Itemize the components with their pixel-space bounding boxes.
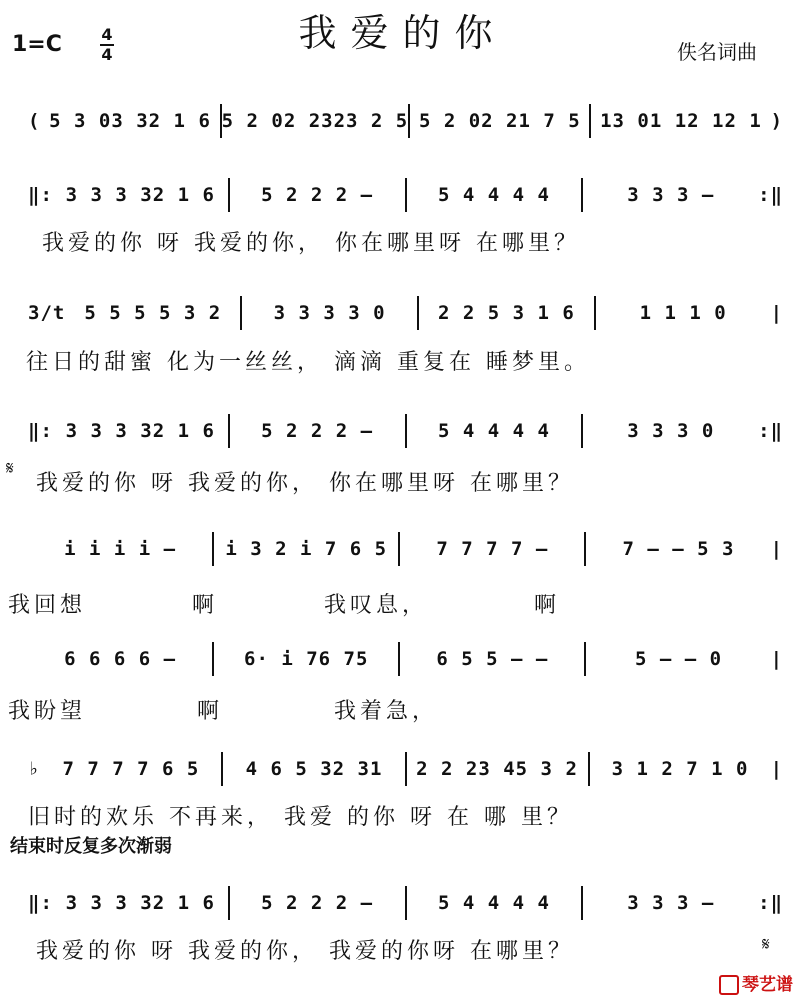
row-suffix: ) bbox=[770, 110, 784, 132]
measure: 7 — — 5 3 bbox=[622, 538, 735, 560]
row-suffix: | bbox=[770, 648, 784, 670]
measure: 3 1 2 7 1 0 bbox=[611, 758, 749, 780]
measure: 5 2 02 2323 2 5 bbox=[221, 110, 409, 132]
score-row bbox=[28, 532, 783, 566]
lyric-line: 旧时的欢乐 不再来， 我爱 的你 呀 在 哪 里？ bbox=[28, 805, 573, 830]
row-suffix: :‖ bbox=[758, 420, 784, 442]
segno-mark: 𝄋 bbox=[762, 934, 770, 955]
row-suffix: :‖ bbox=[758, 184, 784, 206]
performance-note: 结束时反复多次渐弱 bbox=[10, 836, 172, 857]
row-prefix: ♭ bbox=[28, 758, 41, 780]
measure: 3 3 3 — bbox=[627, 892, 715, 914]
row-prefix: ‖: bbox=[28, 184, 53, 206]
measure: 2 2 5 3 1 6 bbox=[437, 302, 575, 324]
row-prefix: 3/t bbox=[28, 302, 66, 324]
measure: 6 5 5 — — bbox=[436, 648, 549, 670]
row-suffix: | bbox=[770, 538, 784, 560]
lyric-line: 我盼望 啊 我着急， bbox=[8, 699, 438, 724]
measure: 5 2 2 2 — bbox=[261, 420, 374, 442]
measure: 5 4 4 4 4 bbox=[437, 184, 550, 206]
row-suffix: :‖ bbox=[758, 892, 784, 914]
measure: 5 2 02 21 7 5 bbox=[418, 110, 581, 132]
logo-text: 琴艺谱 bbox=[742, 975, 793, 995]
measure: 7 7 7 7 — bbox=[436, 538, 549, 560]
score-row bbox=[28, 414, 783, 448]
row-suffix: | bbox=[770, 758, 784, 780]
measure: 3 3 3 32 1 6 bbox=[65, 184, 215, 206]
measure: 4 6 5 32 31 bbox=[245, 758, 383, 780]
lyric-line: 往日的甜蜜 化为一丝丝， 滴滴 重复在 睡梦里。 bbox=[26, 350, 590, 375]
lyric-line: 我爱的你 呀 我爱的你， 你在哪里呀 在哪里？ bbox=[36, 471, 574, 496]
row-suffix: | bbox=[770, 302, 784, 324]
measure: 6· i 76 75 bbox=[244, 648, 369, 670]
score-row bbox=[28, 178, 783, 212]
measure: i 3 2 i 7 6 5 bbox=[225, 538, 388, 560]
measure: 5 2 2 2 — bbox=[261, 184, 374, 206]
site-logo bbox=[719, 970, 793, 995]
measure: 7 7 7 7 6 5 bbox=[62, 758, 200, 780]
score-row bbox=[28, 104, 783, 138]
measure: 5 5 5 5 3 2 bbox=[84, 302, 222, 324]
song-title: 我爱的你 bbox=[298, 11, 507, 55]
meter-bottom: 4 bbox=[101, 45, 113, 64]
time-signature bbox=[100, 27, 114, 63]
credit: 佚名词曲 bbox=[677, 40, 757, 64]
meter-top: 4 bbox=[101, 25, 113, 44]
measure: 5 4 4 4 4 bbox=[437, 892, 550, 914]
segno-mark: 𝄋 bbox=[6, 458, 14, 479]
measure: 6 6 6 6 — bbox=[64, 648, 177, 670]
measure: 13 01 12 12 1 bbox=[600, 110, 762, 132]
measure: 3 3 3 32 1 6 bbox=[65, 892, 215, 914]
measure: 3 3 3 — bbox=[627, 184, 715, 206]
row-prefix: ( bbox=[28, 110, 41, 132]
score-row bbox=[28, 886, 783, 920]
measure: 1 1 1 0 bbox=[639, 302, 727, 324]
lyric-line: 我爱的你 呀 我爱的你， 我爱的你呀 在哪里？ bbox=[36, 939, 574, 964]
measure: 5 3 03 32 1 6 bbox=[49, 110, 211, 132]
lyric-line: 我爱的你 呀 我爱的你， 你在哪里呀 在哪里？ bbox=[42, 231, 580, 256]
measure: 5 — — 0 bbox=[634, 648, 723, 670]
measure: 5 4 4 4 4 bbox=[437, 420, 550, 442]
measure: 5 2 2 2 — bbox=[261, 892, 374, 914]
score-row bbox=[28, 296, 783, 330]
measure: 2 2 23 45 3 2 bbox=[416, 758, 578, 780]
score-row bbox=[28, 752, 783, 786]
lyric-line: 我回想 啊 我叹息， 啊 bbox=[8, 593, 560, 618]
logo-icon bbox=[719, 975, 739, 995]
key-signature: 1=C bbox=[12, 32, 62, 57]
measure: i i i i — bbox=[64, 538, 177, 560]
measure: 3 3 3 32 1 6 bbox=[65, 420, 215, 442]
measure: 3 3 3 0 bbox=[627, 420, 715, 442]
row-prefix: ‖: bbox=[28, 420, 53, 442]
row-prefix: ‖: bbox=[28, 892, 53, 914]
score-row bbox=[28, 642, 783, 676]
measure: 3 3 3 3 0 bbox=[273, 302, 386, 324]
